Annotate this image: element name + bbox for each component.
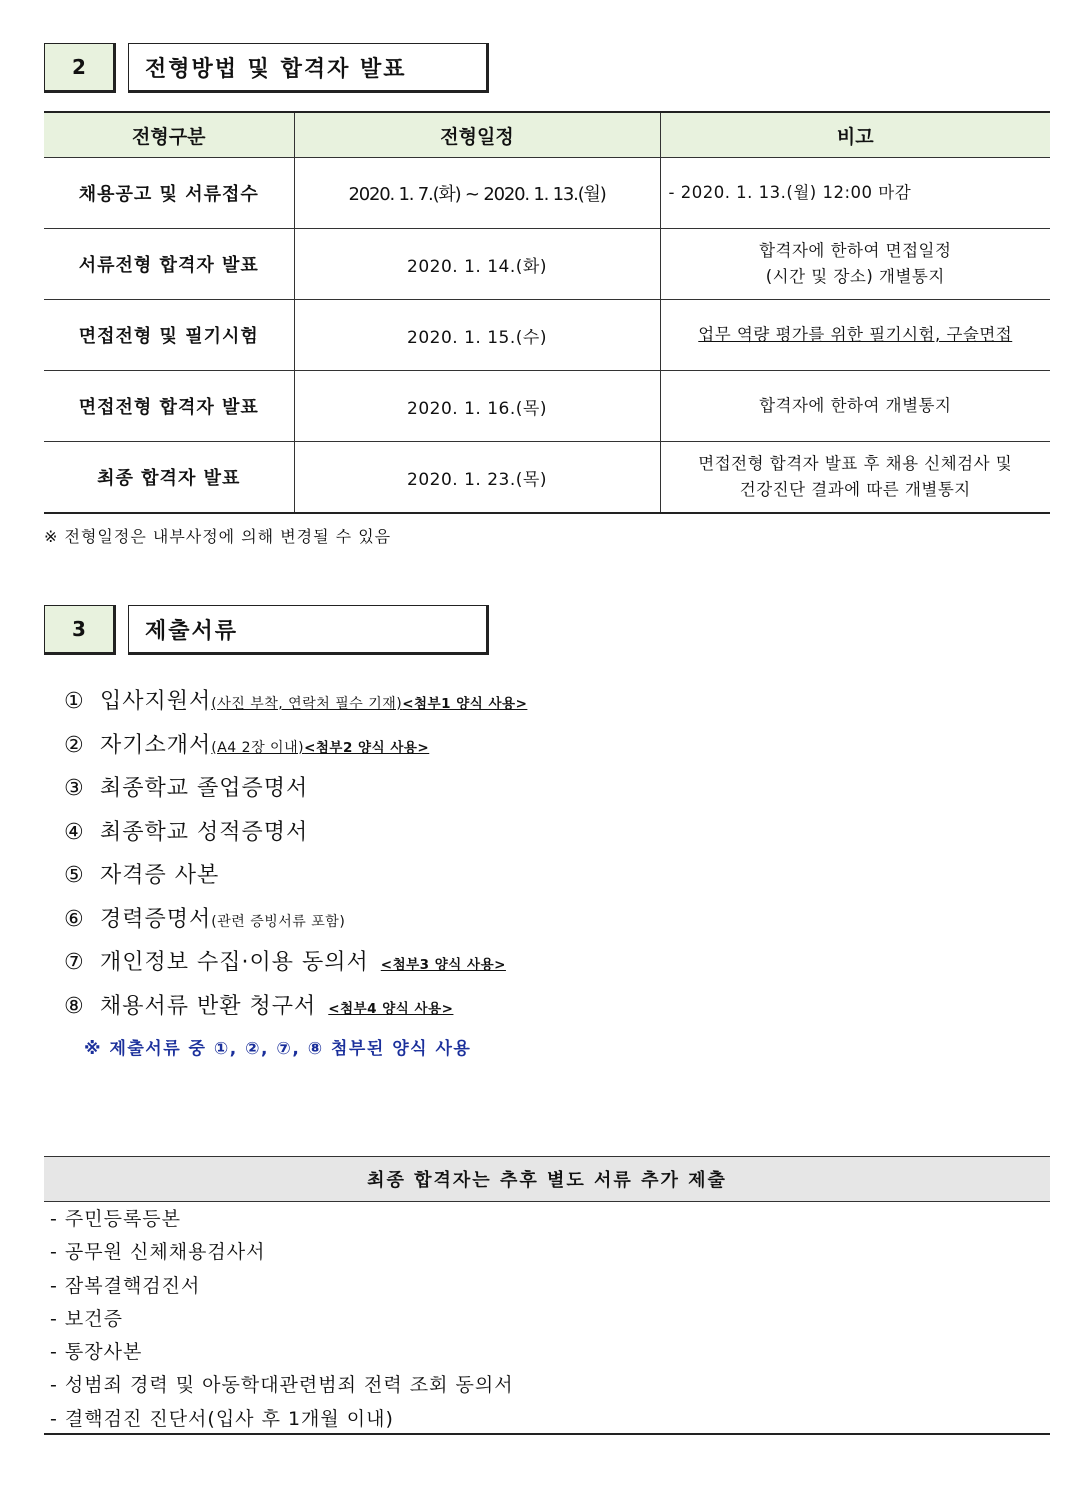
attachment-tag: <첨부4 양식 사용> bbox=[328, 1000, 454, 1017]
list-item bbox=[64, 815, 527, 859]
row-note bbox=[660, 300, 1050, 371]
attachment-note: ※ 제출서류 중 ①, ②, ⑦, ⑧ 첨부된 양식 사용 bbox=[84, 1039, 472, 1059]
item-name: 경력증명서 bbox=[100, 906, 212, 932]
row-note-line1: 면접전형 합격자 발표 후 채용 신체검사 및 bbox=[698, 454, 1013, 474]
list-item bbox=[64, 771, 527, 815]
row-category: 서류전형 합격자 발표 bbox=[44, 229, 294, 300]
item-number: ⑥ bbox=[64, 906, 85, 932]
list-item: - 성범죄 경력 및 아동학대관련범죄 전력 조회 동의서 bbox=[50, 1374, 514, 1397]
row-note: - 2020. 1. 13.(월) 12:00 마감 bbox=[660, 158, 1050, 229]
section-3-title: 제출서류 bbox=[128, 605, 489, 655]
row-date: 2020. 1. 7.(화) ~ 2020. 1. 13.(월) bbox=[294, 158, 660, 229]
attachment-tag: <첨부1 양식 사용> bbox=[402, 696, 528, 712]
extra-documents-list bbox=[50, 1204, 1050, 1437]
table-row bbox=[44, 229, 1050, 300]
extra-documents-heading: 최종 합격자는 추후 별도 서류 추가 제출 bbox=[44, 1156, 1050, 1202]
item-detail: (관련 증빙서류 포함) bbox=[211, 913, 346, 930]
table-row bbox=[44, 442, 1050, 514]
item-number: ⑧ bbox=[64, 993, 85, 1019]
row-date: 2020. 1. 14.(화) bbox=[294, 229, 660, 300]
item-name: 채용서류 반환 청구서 bbox=[100, 993, 317, 1019]
row-category: 면접전형 합격자 발표 bbox=[44, 371, 294, 442]
header-date: 전형일정 bbox=[294, 112, 660, 158]
row-date: 2020. 1. 15.(수) bbox=[294, 300, 660, 371]
item-number: ① bbox=[64, 689, 85, 714]
list-item bbox=[64, 945, 527, 989]
item-name: 자격증 사본 bbox=[100, 863, 220, 888]
table-row bbox=[44, 371, 1050, 442]
item-number: ⑤ bbox=[64, 863, 85, 888]
header-category: 전형구분 bbox=[44, 112, 294, 158]
row-note-line2: (시간 및 장소) 개별통지 bbox=[765, 267, 945, 286]
required-documents-list bbox=[64, 684, 527, 1032]
list-item: - 공무원 신체채용검사서 bbox=[50, 1241, 266, 1264]
attachment-tag: <첨부2 양식 사용> bbox=[304, 739, 430, 756]
row-note bbox=[660, 442, 1050, 514]
row-note-line2: 건강진단 결과에 따른 개별통지 bbox=[739, 480, 971, 499]
list-item bbox=[64, 902, 527, 946]
item-name: 입사지원서 bbox=[100, 689, 212, 714]
list-item bbox=[64, 728, 527, 772]
row-date: 2020. 1. 23.(목) bbox=[294, 442, 660, 514]
row-date: 2020. 1. 16.(목) bbox=[294, 371, 660, 442]
item-detail: (사진 부착, 연락처 필수 기재) bbox=[211, 696, 403, 712]
row-note bbox=[660, 229, 1050, 300]
row-note-text: 업무 역량 평가를 위한 필기시험, 구술면접 bbox=[698, 325, 1013, 345]
item-number: ④ bbox=[64, 819, 85, 845]
section-2-title: 전형방법 및 합격자 발표 bbox=[128, 43, 489, 93]
extra-bottom-rule bbox=[44, 1433, 1050, 1435]
schedule-header-row bbox=[44, 112, 1050, 158]
item-number: ③ bbox=[64, 776, 85, 801]
header-note: 비고 bbox=[660, 112, 1050, 158]
item-name: 최종학교 졸업증명서 bbox=[100, 776, 309, 801]
item-name: 자기소개서 bbox=[100, 732, 212, 758]
list-item bbox=[64, 684, 527, 728]
row-note-line1: 합격자에 한하여 면접일정 bbox=[759, 241, 952, 261]
item-name: 개인정보 수집·이용 동의서 bbox=[100, 950, 369, 975]
schedule-footnote: ※ 전형일정은 내부사정에 의해 변경될 수 있음 bbox=[44, 527, 392, 546]
item-number: ② bbox=[64, 732, 85, 758]
table-row bbox=[44, 300, 1050, 371]
row-note: 합격자에 한하여 개별통지 bbox=[660, 371, 1050, 442]
section-3-number: 3 bbox=[44, 605, 116, 655]
list-item bbox=[64, 858, 527, 902]
list-item: - 잠복결핵검진서 bbox=[50, 1274, 201, 1297]
list-item: - 결핵검진 진단서(입사 후 1개월 이내) bbox=[50, 1407, 394, 1430]
item-number: ⑦ bbox=[64, 950, 85, 975]
row-category: 면접전형 및 필기시험 bbox=[44, 300, 294, 371]
schedule-table bbox=[44, 111, 1050, 514]
attachment-tag: <첨부3 양식 사용> bbox=[380, 957, 506, 973]
section-2-number: 2 bbox=[44, 43, 116, 93]
list-item bbox=[64, 989, 527, 1033]
list-item: - 통장사본 bbox=[50, 1341, 143, 1364]
item-name: 최종학교 성적증명서 bbox=[100, 819, 309, 845]
item-detail: (A4 2장 이내) bbox=[211, 739, 305, 756]
row-category: 최종 합격자 발표 bbox=[44, 442, 294, 514]
list-item: - 보건증 bbox=[50, 1307, 123, 1330]
row-category: 채용공고 및 서류접수 bbox=[44, 158, 294, 229]
table-row bbox=[44, 158, 1050, 229]
list-item: - 주민등록등본 bbox=[50, 1208, 182, 1230]
